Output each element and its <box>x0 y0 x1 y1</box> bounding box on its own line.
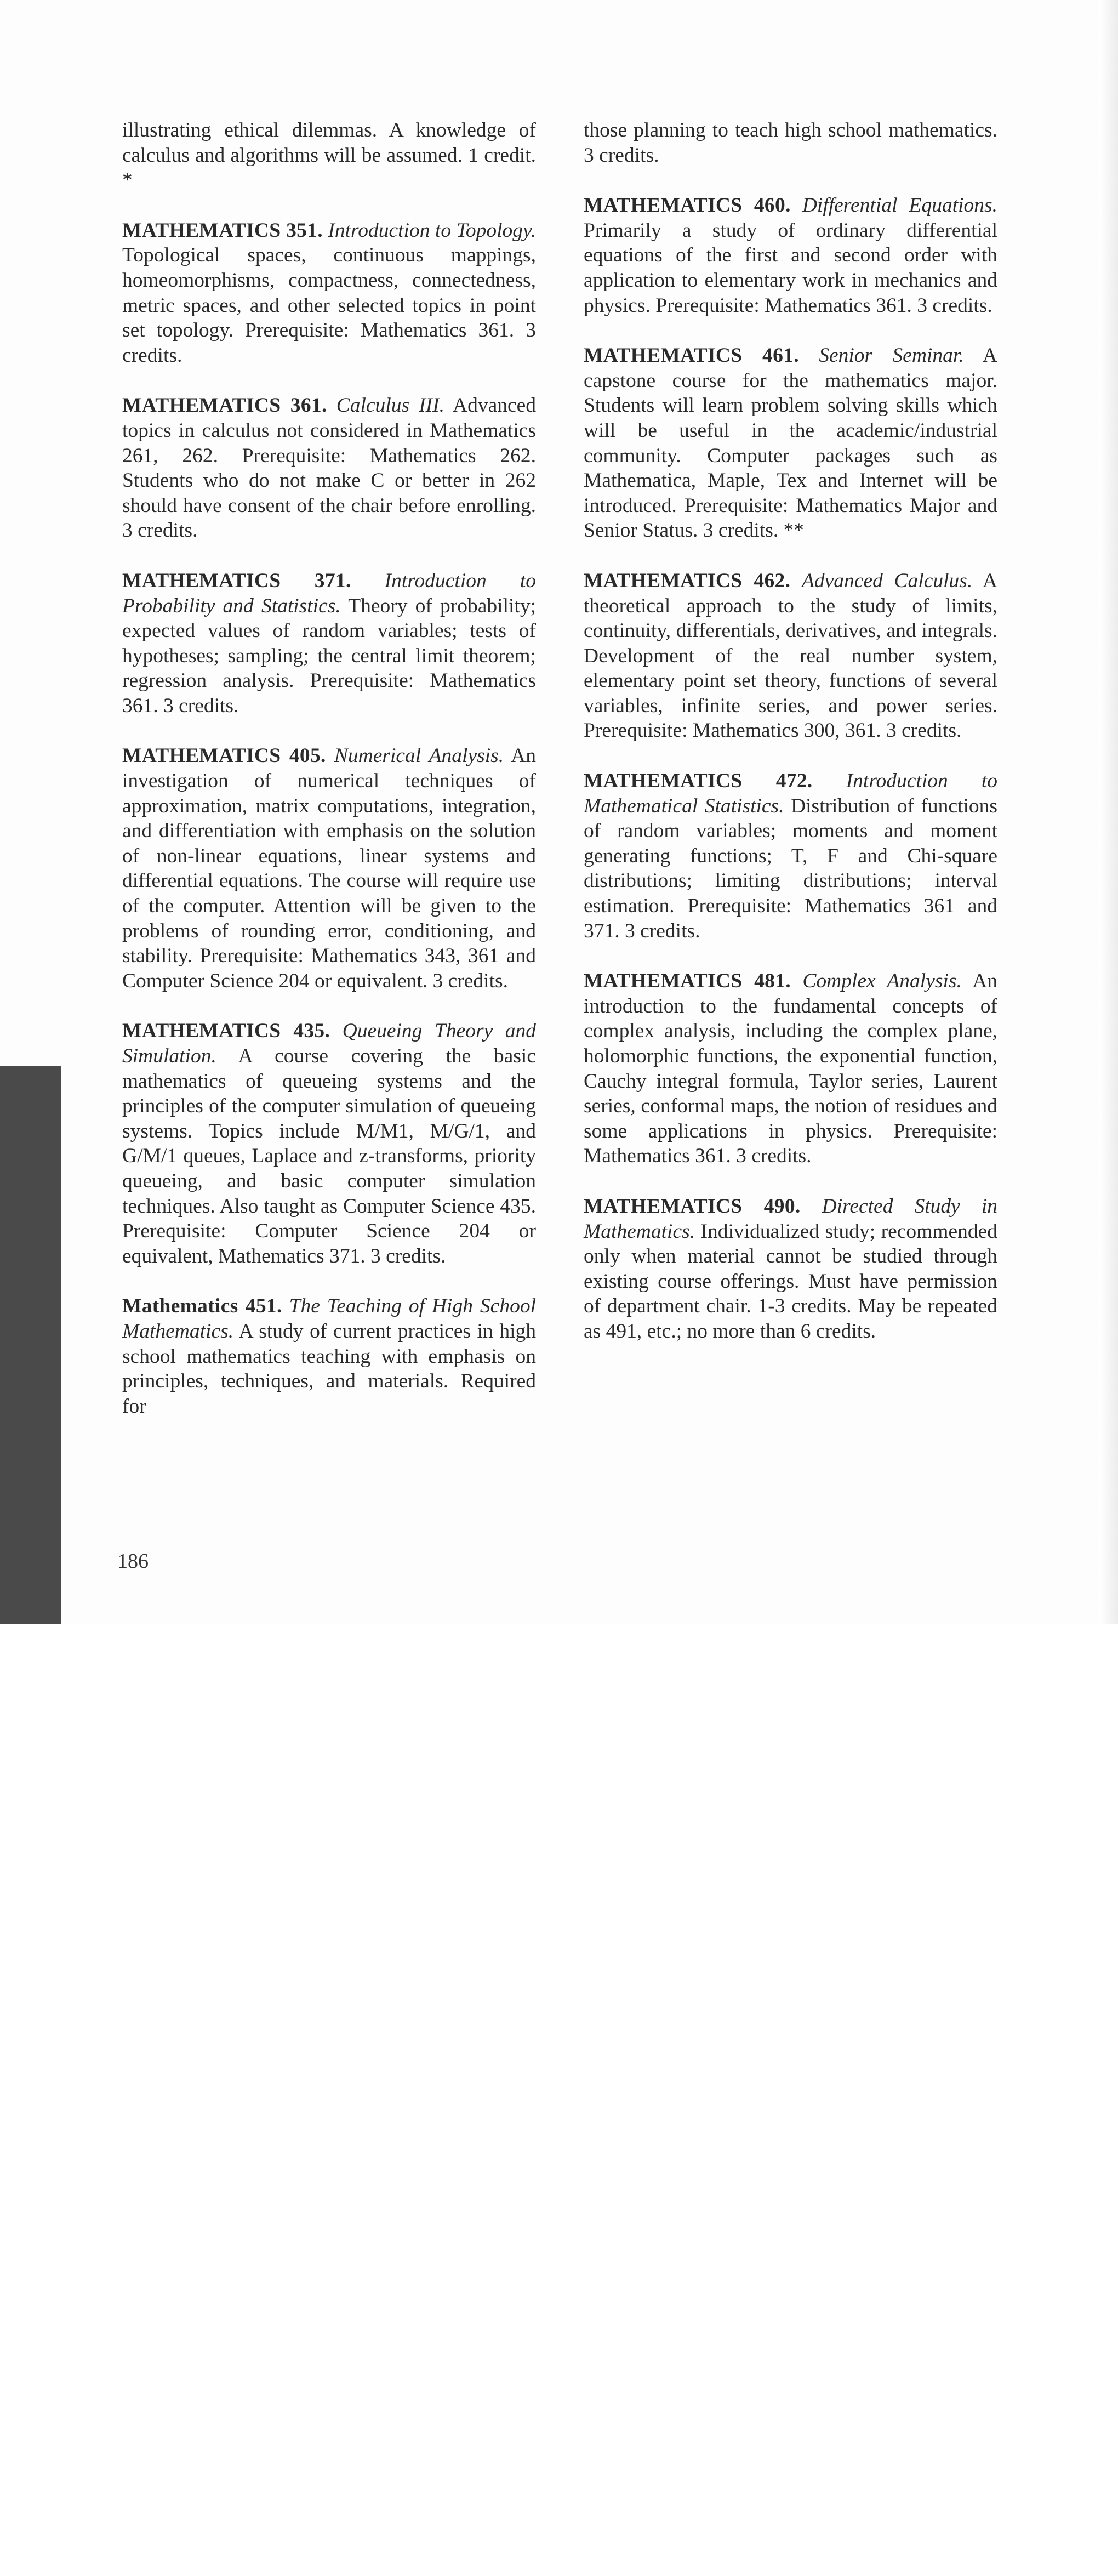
course-entry-math-351 <box>122 218 536 368</box>
course-title: Calculus III. <box>336 394 444 417</box>
course-description: A study of current practices in high school mathematics teaching with emphasis on principles, techniques, and materials. Required for <box>122 1320 536 1418</box>
course-number: Mathematics 451. <box>122 1295 282 1318</box>
course-description: Primarily a study of ordinary differential equations of the first and second order with application to elementary work in mechanics and physics. Prerequisite: Mathematics 361. 3 credits. <box>584 219 997 317</box>
course-description: Advanced topics in calculus not considered in Mathematics 261, 262. Prerequisite: Mathematics 262. Students who do not make C or better in 262 should have consent of the chair before enrolling. 3 credits. <box>122 394 536 542</box>
course-title: Introduction to Topology. <box>328 219 537 242</box>
course-number: MATHEMATICS 361. <box>122 394 327 417</box>
course-title: Complex Analysis. <box>802 970 962 993</box>
page-number: 186 <box>117 1550 149 1573</box>
continuation-text: those planning to teach high school mathematics. 3 credits. <box>584 119 997 167</box>
course-title: Introduction to Probability and Statistics. <box>122 569 536 617</box>
course-entry-math-405 <box>122 743 536 993</box>
course-number: MATHEMATICS 460. <box>584 194 791 217</box>
course-entry-math-461 <box>584 343 997 543</box>
course-title: Introduction to Mathematical Statistics. <box>584 770 997 817</box>
course-description: Individualized study; recommended only when material cannot be studied through existing course offerings. Must have permission of department chair. 1-3 credits. May be repeated as 491, etc.; no more than 6 credits. <box>584 1220 997 1343</box>
course-entry-math-460 <box>584 193 997 318</box>
course-title: The Teaching of High School Mathematics. <box>122 1295 536 1343</box>
course-number: MATHEMATICS 462. <box>584 569 791 592</box>
course-number: MATHEMATICS 371. <box>122 569 351 592</box>
course-entry-math-451 <box>122 1294 536 1419</box>
course-description: A capstone course for the mathematics major. Students will learn problem solving skills which will be useful in the academic/industrial community. Computer packages such as Mathematica, Maple, Tex and Internet will be introduced. Prerequisite: Mathematics Major and Senior Status. 3 credits. ** <box>584 344 997 542</box>
left-column <box>122 118 536 1444</box>
section-sidebar-tab <box>0 1066 61 2576</box>
right-column <box>584 118 997 1369</box>
course-description: An investigation of numerical techniques of approximation, matrix computations, integration, and differentiation with emphasis on the solution of non-linear equations, linear systems and differential equations. The course will require use of the computer. Attention will be given to the problems of rounding error, conditioning, and stability. Prerequisite: Mathematics 343, 361 and Computer Science 204 or equivalent. 3 credits. <box>122 744 537 992</box>
course-number: MATHEMATICS 472. <box>584 770 813 793</box>
course-description: A course covering the basic mathematics of queueing systems and the principles of the computer simulation of queueing systems. Topics include M/M1, M/G/1, and G/M/1 queues, Laplace and z-transforms, priority queueing, and basic computer simulation techniques. Also taught as Computer Science 435. Prerequisite: Computer Science 204 or equivalent, Mathematics 371. 3 credits. <box>122 1045 536 1267</box>
continuation-text: illustrating ethical dilemmas. A knowledge of calculus and algorithms will be assumed. 1 credit. * <box>122 119 536 192</box>
course-title: Directed Study in Mathematics. <box>584 1195 998 1243</box>
course-number: MATHEMATICS 435. <box>122 1020 330 1043</box>
section-sidebar-label: LIBERAL ARTS & SCIENCES <box>17 2243 44 2576</box>
course-number: MATHEMATICS 405. <box>122 744 326 767</box>
course-title: Differential Equations. <box>802 194 998 217</box>
page-edge-shadow <box>1099 0 1118 1624</box>
course-number: MATHEMATICS 461. <box>584 344 799 367</box>
course-number: MATHEMATICS 490. <box>584 1195 801 1218</box>
course-description: A theoretical approach to the study of limits, continuity, differentials, derivatives, and integrals. Development of the real number system, elementary point set theory, functions of several variables, infinite series, and power series. Prerequisite: Mathematics 300, 361. 3 credits. <box>584 569 998 742</box>
course-description: Topological spaces, continuous mappings, homeomorphisms, compactness, connectedness, metric spaces, and other selected topics in point set topology. Prerequisite: Mathematics 361. 3 credits. <box>122 244 536 367</box>
course-number: MATHEMATICS 351. <box>122 219 323 242</box>
course-number: MATHEMATICS 481. <box>584 970 791 993</box>
course-entry-math-462 <box>584 568 997 743</box>
course-entry-math-371 <box>122 568 536 719</box>
course-title: Advanced Calculus. <box>801 569 973 592</box>
course-entry-math-435 <box>122 1019 536 1269</box>
course-entry-math-481 <box>584 969 997 1169</box>
course-description: An introduction to the fundamental concepts of complex analysis, including the complex plane, holomorphic functions, the exponential function, Cauchy integral formula, Taylor series, Laurent series, conformal maps, the notion of residues and some applications in physics. Prerequisite: Mathematics 361. 3 credits. <box>584 970 998 1168</box>
course-entry-math-472 <box>584 769 997 943</box>
course-description: Theory of probability; expected values of random variables; tests of hypotheses; sampling; the central limit theorem; regression analysis. Prerequisite: Mathematics 361. 3 credits. <box>122 594 536 717</box>
course-title: Queueing Theory and Simulation. <box>122 1020 537 1067</box>
course-description: Distribution of functions of random variables; moments and moment generating functions; T, F and Chi-square distributions; limiting distributions; interval estimation. Prerequisite: Mathematics 361 and 371. 3 credits. <box>584 794 997 942</box>
course-entry-math-361 <box>122 393 536 543</box>
course-title: Senior Seminar. <box>819 344 964 367</box>
course-title: Numerical Analysis. <box>334 744 504 767</box>
course-entry-math-490 <box>584 1194 997 1344</box>
